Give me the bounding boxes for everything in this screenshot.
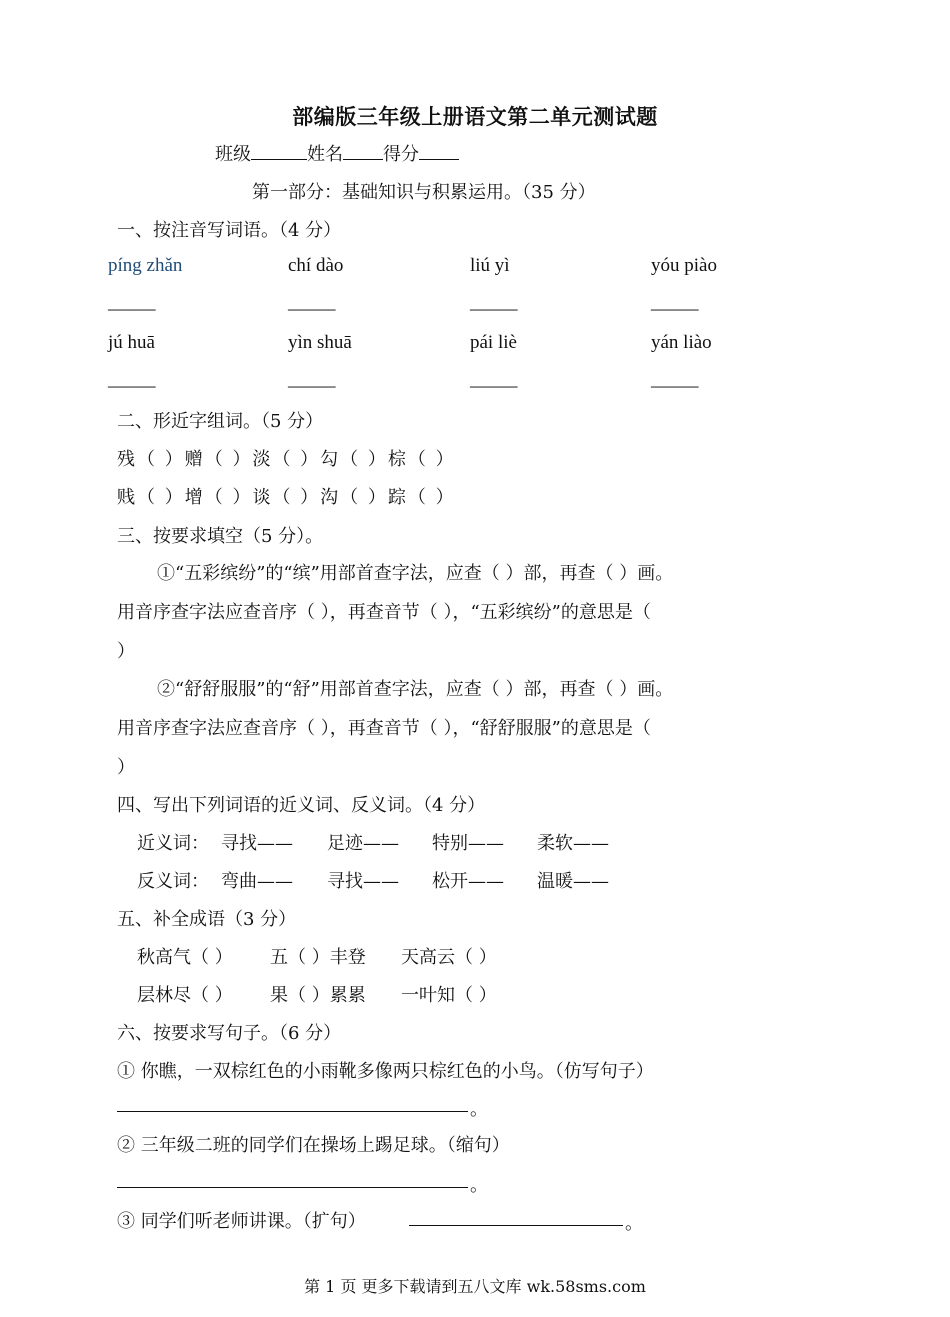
- period-mark: 。: [470, 1175, 488, 1196]
- score-blank: [419, 141, 459, 160]
- pinyin-4: yóu piào: [651, 255, 717, 276]
- section6-heading: 六、按要求写句子。（6 分）: [117, 1023, 342, 1044]
- synonym-item: 足迹——: [327, 833, 399, 854]
- s3-q1-line3: ）: [117, 641, 135, 662]
- period-mark: 。: [470, 1099, 488, 1120]
- s6-question1: ① 你瞧，一双棕红色的小雨靴多像两只棕红色的小鸟。（仿写句子）: [117, 1061, 654, 1082]
- s3-q2-line2: 用音序查字法应查音序（ ），再查音节（ ），“舒舒服服”的意思是（: [117, 718, 651, 739]
- pinyin-5: jú huā: [108, 332, 155, 353]
- s6-question2: ② 三年级二班的同学们在操场上踢足球。（缩句）: [117, 1135, 510, 1156]
- part-one-heading: 第一部分：基础知识与积累运用。（35 分）: [252, 182, 596, 203]
- pinyin-2: chí dào: [288, 255, 344, 276]
- idiom-item: 果（ ）累累: [270, 985, 366, 1006]
- answer-blank: _____: [108, 369, 156, 390]
- synonym-item: 特别——: [432, 833, 504, 854]
- name-label: 姓名: [307, 144, 343, 165]
- section4-heading: 四、写出下列词语的近义词、反义词。（4 分）: [117, 795, 486, 816]
- section1-heading: 一、按注音写词语。（4 分）: [117, 220, 342, 241]
- pinyin-3: liú yì: [470, 255, 510, 276]
- answer-line: [409, 1225, 623, 1226]
- idiom-item: 天高云（ ）: [401, 947, 497, 968]
- antonym-item: 寻找——: [327, 871, 399, 892]
- pinyin-6: yìn shuā: [288, 332, 352, 353]
- section2-heading: 二、形近字组词。（5 分）: [117, 411, 324, 432]
- class-label: 班级: [215, 144, 251, 165]
- period-mark: 。: [625, 1213, 643, 1234]
- section5-heading: 五、补全成语（3 分）: [117, 909, 297, 930]
- s3-q2-line3: ）: [117, 757, 135, 778]
- class-blank: [251, 141, 307, 160]
- idiom-item: 秋高气（ ）: [137, 947, 233, 968]
- s3-q1-line1: ①“五彩缤纷”的“缤”用部首查字法，应查（ ）部，再查（ ）画。: [157, 563, 674, 584]
- s3-q1-line2: 用音序查字法应查音序（ ），再查音节（ ），“五彩缤纷”的意思是（: [117, 602, 651, 623]
- pinyin-8: yán liào: [651, 332, 712, 353]
- pinyin-1: píng zhǎn: [108, 255, 183, 276]
- page-title: 部编版三年级上册语文第二单元测试题: [292, 104, 658, 129]
- similar-chars-line1: 残（ ）赠（ ）淡（ ）勾（ ）棕（ ）: [117, 449, 456, 470]
- score-label: 得分: [383, 144, 419, 165]
- answer-line: [117, 1187, 468, 1188]
- section3-heading: 三、按要求填空（5 分）。: [117, 526, 324, 547]
- answer-blank: _____: [470, 369, 518, 390]
- idiom-item: 五（ ）丰登: [270, 947, 366, 968]
- answer-blank: _____: [470, 292, 518, 313]
- antonym-item: 弯曲——: [221, 871, 293, 892]
- answer-blank: _____: [651, 292, 699, 313]
- name-blank: [343, 141, 383, 160]
- idiom-item: 一叶知（ ）: [401, 985, 497, 1006]
- synonym-label: 近义词：: [137, 833, 209, 854]
- s3-q2-line1: ②“舒舒服服”的“舒”用部首查字法，应查（ ）部，再查（ ）画。: [157, 679, 674, 700]
- antonym-label: 反义词：: [137, 871, 209, 892]
- answer-line: [117, 1111, 468, 1112]
- antonym-item: 松开——: [432, 871, 504, 892]
- similar-chars-line2: 贱（ ）增（ ）谈（ ）沟（ ）踪（ ）: [117, 487, 456, 508]
- answer-blank: _____: [288, 292, 336, 313]
- s6-question3: ③ 同学们听老师讲课。（扩句）: [117, 1211, 366, 1232]
- synonym-item: 柔软——: [537, 833, 609, 854]
- student-info-line: [215, 140, 459, 166]
- answer-blank: _____: [108, 292, 156, 313]
- synonym-item: 寻找——: [221, 833, 293, 854]
- idiom-item: 层林尽（ ）: [137, 985, 233, 1006]
- page-footer: 第 1 页 更多下载请到五八文库 wk.58sms.com: [304, 1277, 646, 1296]
- pinyin-7: pái liè: [470, 332, 517, 353]
- antonym-item: 温暖——: [537, 871, 609, 892]
- answer-blank: _____: [288, 369, 336, 390]
- answer-blank: _____: [651, 369, 699, 390]
